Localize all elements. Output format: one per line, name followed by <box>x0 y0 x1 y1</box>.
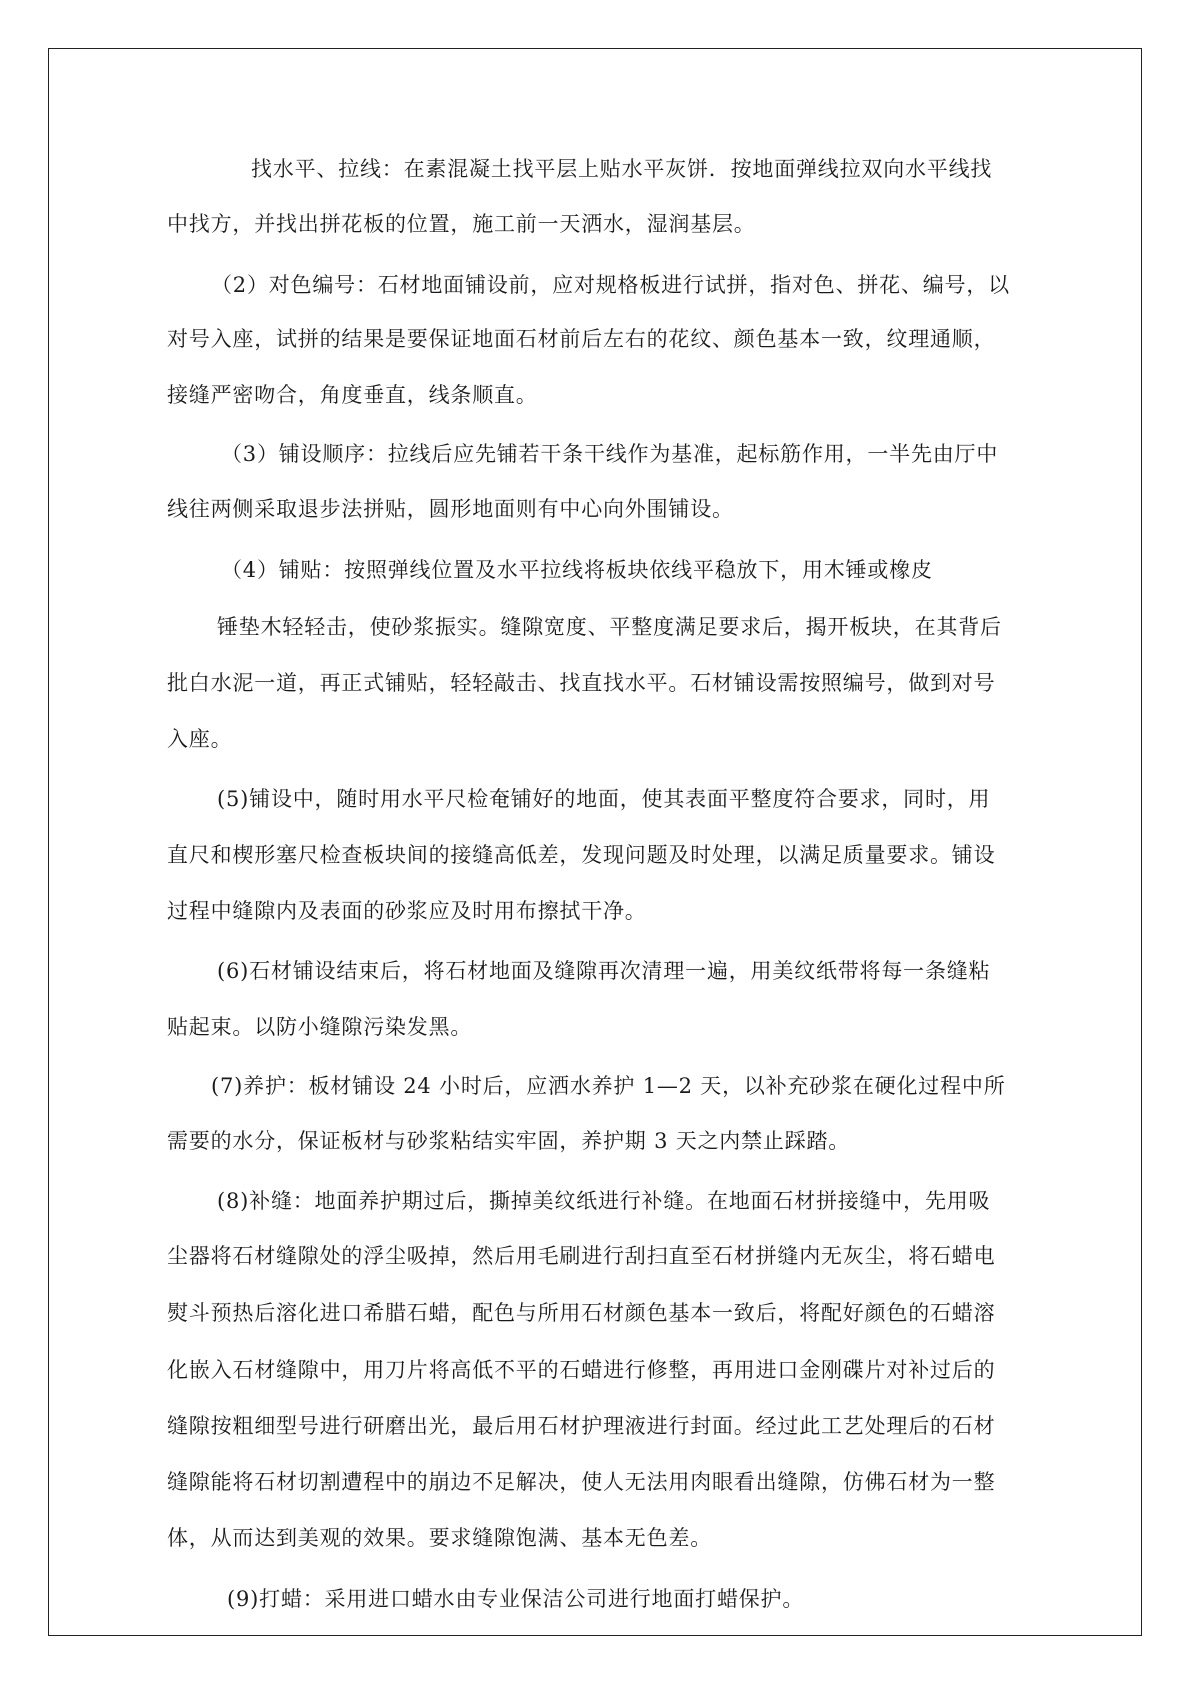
text-line: 化嵌入石材缝隙中，用刀片将高低不平的石蜡进行修整，再用进口金刚碟片对补过后的 <box>167 1358 996 1382</box>
text-line: 尘器将石材缝隙处的浮尘吸掉，然后用毛刷进行刮扫直至石材拼缝内无灰尘，将石蜡电 <box>167 1244 996 1268</box>
text-line: (6)石材铺设结束后，将石材地面及缝隙再次清理一遍，用美纹纸带将每一条缝粘 <box>217 959 991 983</box>
text-line: 体，从而达到美观的效果。要求缝隙饱满、基本无色差。 <box>167 1526 712 1550</box>
text-line: （4）铺贴：按照弹线位置及水平拉线将板块依线平稳放下，用木锤或橡皮 <box>221 558 933 582</box>
text-line: 过程中缝隙内及表面的砂浆应及时用布擦拭干净。 <box>167 899 647 923</box>
text-line: (9)打蜡：采用进口蜡水由专业保洁公司进行地面打蜡保护。 <box>227 1587 805 1611</box>
text-line: （3）铺设顺序：拉线后应先铺若干条干线作为基准，起标筋作用，一半先由厅中 <box>221 442 999 466</box>
text-line: (5)铺设中，随时用水平尺检奄铺好的地面，使其表面平整度符合要求，同时，用 <box>217 787 991 811</box>
text-line: 线往两侧采取退步法拼贴，圆形地面则有中心向外围铺设。 <box>167 497 734 521</box>
text-line: 找水平、拉线：在素混凝土找平层上贴水平灰饼．按地面弹线拉双向水平线找 <box>251 157 993 181</box>
text-line: (8)补缝：地面养护期过后，撕掉美纹纸进行补缝。在地面石材拼接缝中，先用吸 <box>217 1189 991 1213</box>
text-line: 入座。 <box>167 727 233 751</box>
text-line: 批白水泥一道，再正式铺贴，轻轻敲击、找直找水平。石材铺设需按照编号，做到对号 <box>167 671 996 695</box>
text-line: (7)养护：板材铺设 24 小时后，应洒水养护 1—2 天，以补充砂浆在硬化过程中所 <box>211 1074 1006 1098</box>
text-line: （2）对色编号：石材地面铺设前，应对规格板进行试拼，指对色、拼花、编号，以 <box>211 273 1010 297</box>
text-line: 锤垫木轻轻击，使砂浆振实。缝隙宽度、平整度满足要求后，揭开板块，在其背后 <box>217 615 1002 639</box>
text-line: 熨斗预热后溶化进口希腊石蜡，配色与所用石材颜色基本一致后，将配好颜色的石蜡溶 <box>167 1301 996 1325</box>
text-line: 缝隙按粗细型号进行研磨出光，最后用石材护理液进行封面。经过此工艺处理后的石材 <box>167 1414 996 1438</box>
text-line: 接缝严密吻合，角度垂直，线条顺直。 <box>167 383 538 407</box>
text-line: 贴起束。以防小缝隙污染发黑。 <box>167 1015 473 1039</box>
text-line: 对号入座，试拼的结果是要保证地面石材前后左右的花纹、颜色基本一致，纹理通顺， <box>167 327 996 351</box>
text-line: 需要的水分，保证板材与砂浆粘结实牢固，养护期 3 天之内禁止踩踏。 <box>167 1129 851 1153</box>
text-line: 直尺和楔形塞尺检查板块间的接缝高低差，发现问题及时处理，以满足质量要求。铺设 <box>167 843 996 867</box>
text-line: 中找方，并找出拼花板的位置，施工前一天洒水，湿润基层。 <box>167 212 756 236</box>
text-line: 缝隙能将石材切割遭程中的崩边不足解决，使人无法用肉眼看出缝隙，仿佛石材为一整 <box>167 1470 996 1494</box>
